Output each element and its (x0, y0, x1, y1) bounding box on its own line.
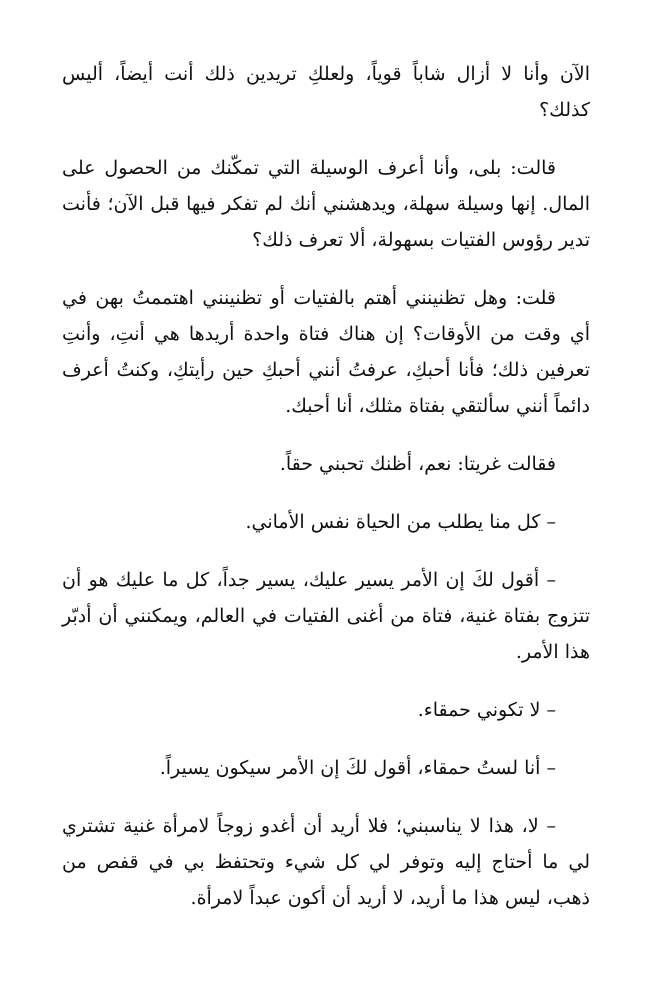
paragraph-3: قلت: وهل تظنينني أهتم بالفتيات أو تظنينني اهتممتُ بهن في أي وقت من الأوقات؟ إن هناك فتاة واحدة أريدها هي أنتِ، وأنتِ تعرفين ذلك؛ فأنا أحبكِ، عرفتُ أنني أحبكِ حين رأيتكِ، وكنتُ أعرف دائماً أنني سألتقي بفتاة مثلك، أنا أحبك. (62, 287, 590, 417)
paragraph-5: – كل منا يطلب من الحياة نفس الأماني. (245, 511, 556, 533)
paragraph-8: – أنا لستُ حمقاء، أقول لكَ إن الأمر سيكون يسيراً. (159, 757, 556, 779)
paragraph-6: – أقول لكَ إن الأمر يسير عليك، يسير جداً، كل ما عليك هو أن تتزوج بفتاة غنية، فتاة من أغنى الفتيات في العالم، ويمكنني أن أدبّر هذا الأمر. (62, 569, 590, 663)
paragraph-1: الآن وأنا لا أزال شاباً قوياً، ولعلكِ تريدين ذلك أنت أيضاً، أليس كذلك؟ (62, 63, 590, 121)
book-page (62, 56, 590, 938)
paragraph-7: – لا تكوني حمقاء. (417, 699, 556, 721)
paragraph-2: قالت: بلى، وأنا أعرف الوسيلة التي تمكّنك من الحصول على المال. إنها وسيلة سهلة، ويدهشني أنك لم تفكر فيها قبل الآن؛ فأنت تدير رؤوس الفتيات بسهولة، ألا تعرف ذلك؟ (62, 157, 590, 251)
paragraph-4: فقالت غريتا: نعم، أظنك تحبني حقاً. (279, 453, 556, 475)
paragraph-9: – لا، هذا لا يناسبني؛ فلا أريد أن أغدو زوجاً لامرأة غنية تشتري لي ما أحتاج إليه وتوفر لي كل شيء وتحتفظ بي في قفص من ذهب، ليس هذا ما أريد، لا أريد أن أكون عبداً لامرأة. (62, 815, 590, 909)
